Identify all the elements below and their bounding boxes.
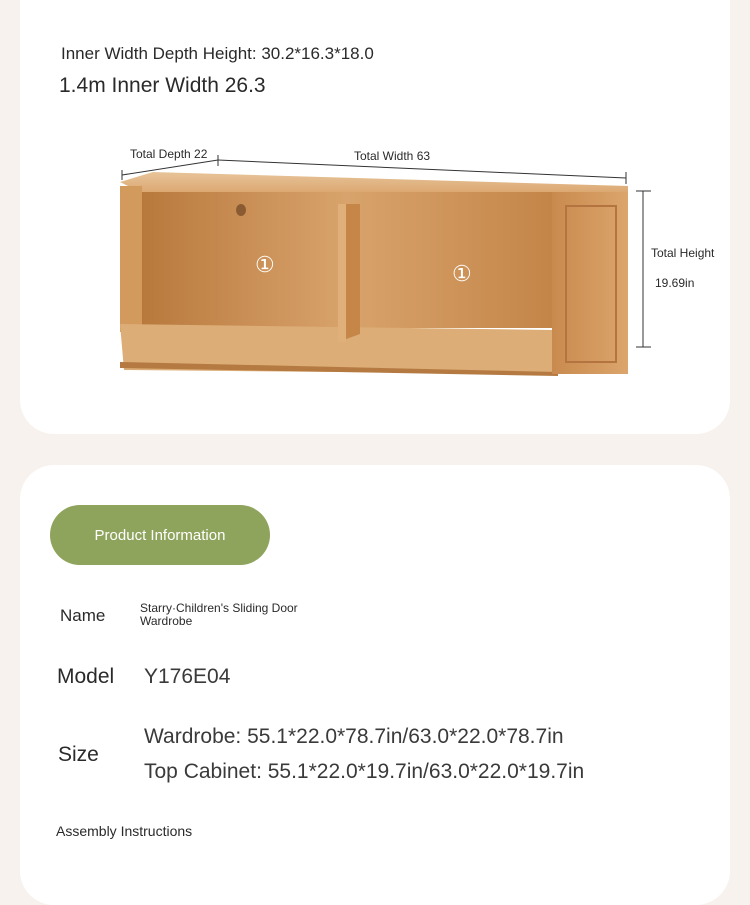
model-value: Y176E04 — [144, 665, 231, 688]
compartment-2-marker: ① — [452, 261, 472, 286]
assembly-instructions-label: Assembly Instructions — [56, 823, 193, 839]
dimensions-card — [20, 0, 730, 434]
height-value-label: 19.69in — [655, 276, 695, 290]
inner-width-text: 1.4m Inner Width 26.3 — [59, 74, 266, 97]
cabinet-left-side — [120, 186, 142, 332]
product-information-tab[interactable]: Product Information — [50, 505, 270, 565]
cabinet-illustration — [20, 0, 730, 434]
model-label: Model — [57, 665, 115, 688]
size-label: Size — [58, 743, 99, 766]
product-info-card — [20, 465, 730, 905]
name-value: Starry·Children's Sliding Door Wardrobe — [140, 601, 298, 628]
size-top-cabinet-value: Top Cabinet: 55.1*22.0*19.7in/63.0*22.0*19.7in — [144, 760, 585, 783]
total-width-label: Total Width 63 — [354, 149, 431, 163]
name-label: Name — [60, 606, 106, 625]
total-depth-label: Total Depth 22 — [130, 147, 208, 161]
total-height-label: Total Height — [651, 246, 715, 260]
compartment-1-marker: ① — [255, 252, 275, 277]
size-wardrobe-value: Wardrobe: 55.1*22.0*78.7in/63.0*22.0*78.7in — [144, 725, 564, 748]
inner-dimensions-text: Inner Width Depth Height: 30.2*16.3*18.0 — [61, 44, 374, 63]
